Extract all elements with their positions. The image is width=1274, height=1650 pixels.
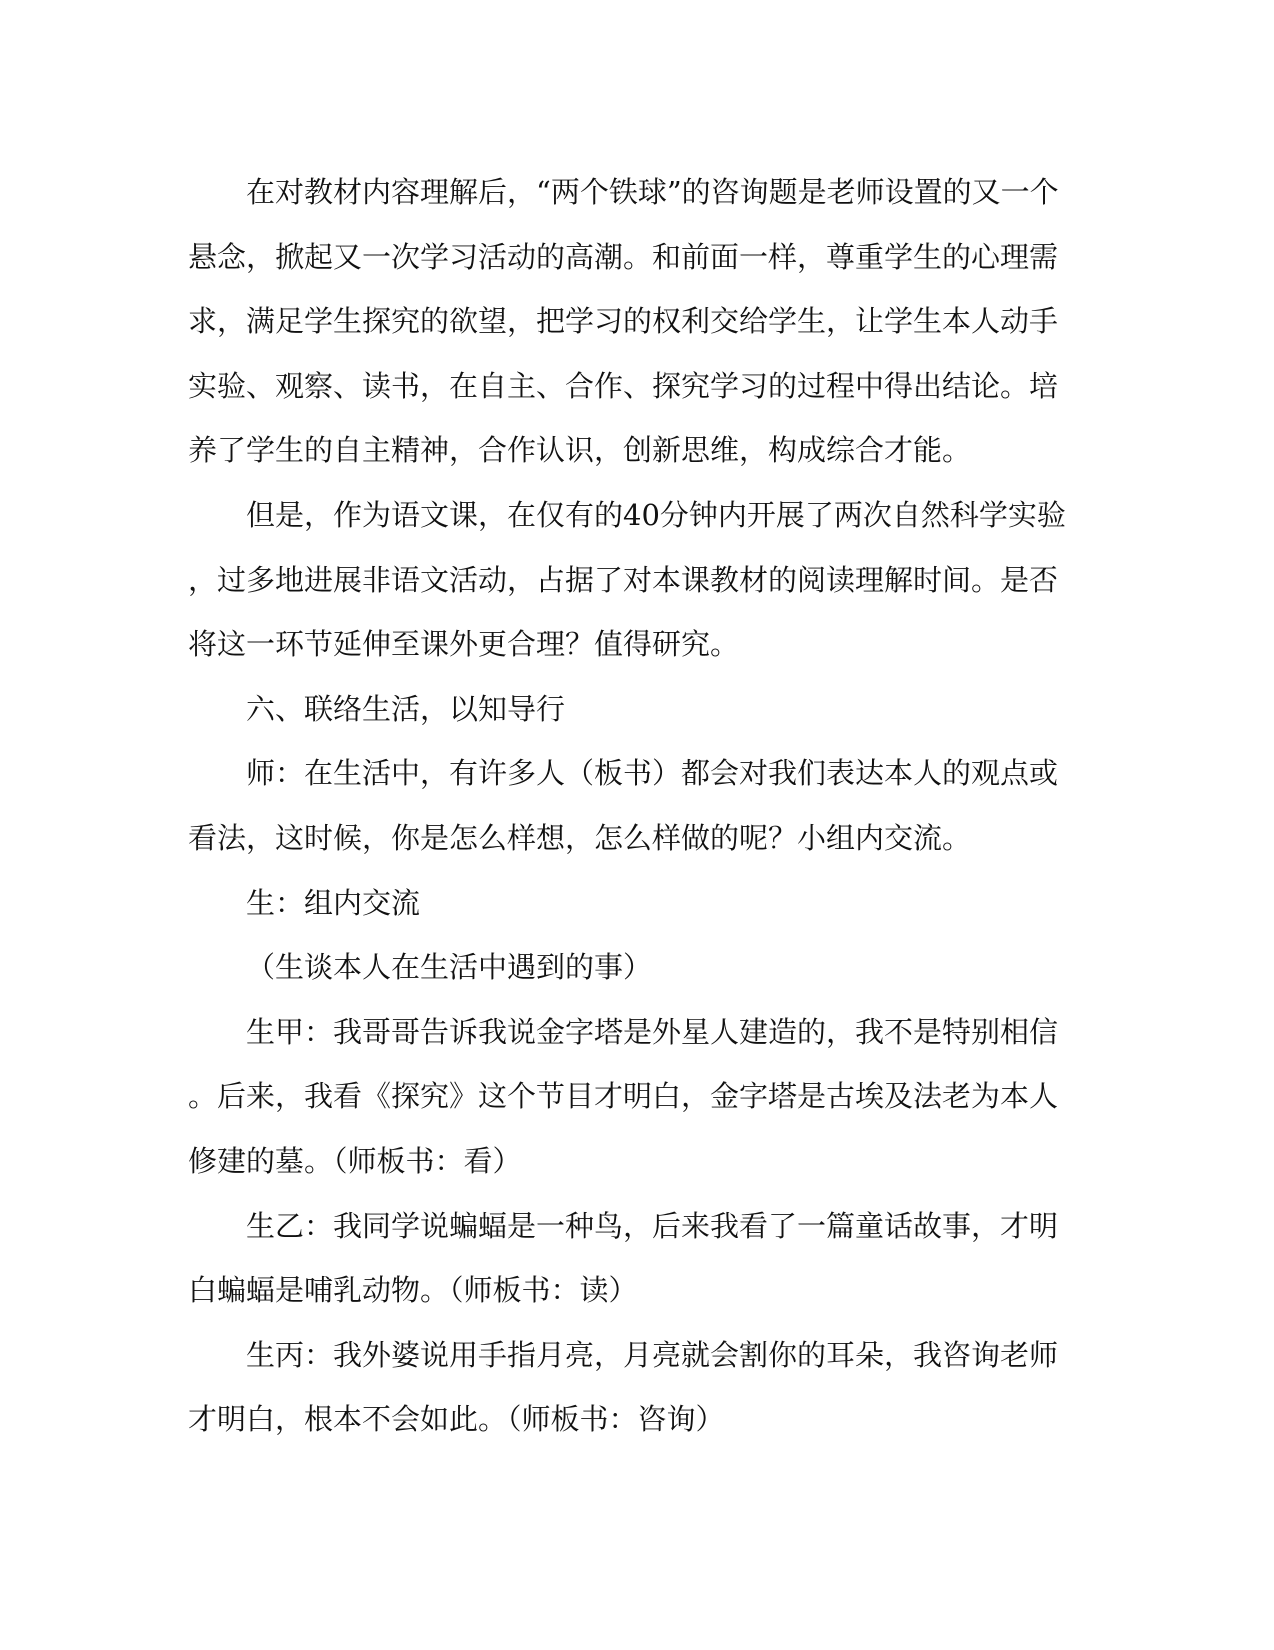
text-line: 生：组内交流 (246, 885, 421, 920)
text-line: 看法，这时候，你是怎么样想，怎么样做的呢？小组内交流。 (188, 820, 972, 855)
text-line: 求，满足学生探究的欲望，把学习的权利交给学生，让学生本人动手 (188, 304, 1059, 339)
text-line: （生谈本人在生活中遇到的事） (246, 950, 653, 985)
text-line: 养了学生的自主精神，合作认识，创新思维，构成综合才能。 (188, 433, 972, 468)
text-line: 六、联络生活，以知导行 (246, 691, 566, 726)
document-body (188, 160, 1066, 1452)
text-line: 才明白，根本不会如此。（师板书：咨询） (188, 1402, 725, 1437)
text-line: 但是，作为语文课，在仅有的40分钟内开展了两次自然科学实验 (246, 497, 1066, 532)
text-line: 实验、观察、读书，在自主、合作、探究学习的过程中得出结论。培 (188, 368, 1059, 403)
text-line: 。后来，我看《探究》这个节目才明白，金字塔是古埃及法老为本人 (188, 1079, 1059, 1114)
text-line: 生甲：我哥哥告诉我说金字塔是外星人建造的，我不是特别相信 (246, 1014, 1059, 1049)
text-line: 修建的墓。（师板书：看） (188, 1143, 522, 1178)
text-line: 白蝙蝠是哺乳动物。（师板书：读） (188, 1273, 638, 1308)
text-line: 师：在生活中，有许多人（板书）都会对我们表达本人的观点或 (246, 756, 1059, 791)
text-line: ，过多地进展非语文活动，占据了对本课教材的阅读理解时间。是否 (188, 562, 1059, 597)
text-line: 在对教材内容理解后，“两个铁球”的咨询题是老师设置的又一个 (246, 175, 1059, 209)
text-line: 生乙：我同学说蝙蝠是一种鸟，后来我看了一篇童话故事，才明 (246, 1208, 1059, 1243)
text-line: 悬念，掀起又一次学习活动的高潮。和前面一样，尊重学生的心理需 (188, 239, 1059, 274)
text-line: 生丙：我外婆说用手指月亮，月亮就会割你的耳朵，我咨询老师 (246, 1337, 1059, 1372)
text-line: 将这一环节延伸至课外更合理？值得研究。 (188, 627, 740, 662)
